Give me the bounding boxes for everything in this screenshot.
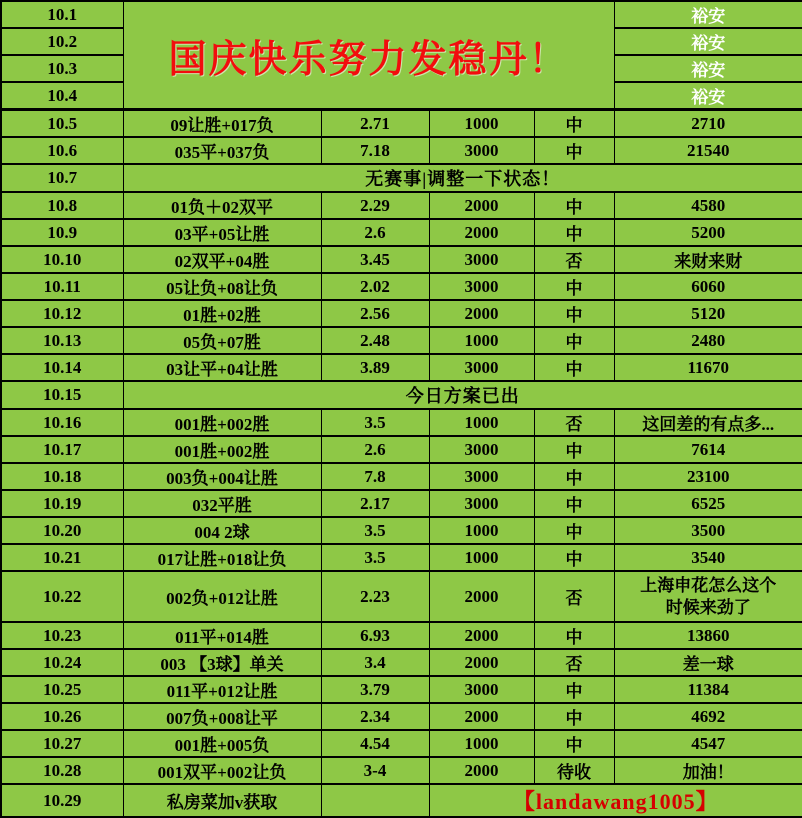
result-cell: 中	[534, 219, 614, 246]
scheme-cell: 002负+012让胜	[123, 571, 321, 622]
table-row	[1, 517, 802, 544]
table-row	[1, 676, 802, 703]
scheme-cell: 001双平+002让负	[123, 757, 321, 784]
poster-name-cell: 裕安	[614, 55, 802, 82]
table-row	[1, 490, 802, 517]
payout-cell: 5200	[614, 219, 802, 246]
date-cell: 10.5	[1, 110, 123, 138]
table-row	[1, 327, 802, 354]
scheme-cell: 017让胜+018让负	[123, 544, 321, 571]
poster-name-cell: 裕安	[614, 82, 802, 110]
date-cell: 10.16	[1, 409, 123, 436]
result-cell: 中	[534, 110, 614, 138]
odds-cell: 3.79	[321, 676, 429, 703]
scheme-cell: 05负+07胜	[123, 327, 321, 354]
date-cell: 10.7	[1, 164, 123, 192]
table-row	[1, 354, 802, 381]
poster-name-cell: 裕安	[614, 1, 802, 28]
result-cell: 否	[534, 571, 614, 622]
table-row	[1, 300, 802, 327]
stake-cell: 2000	[429, 649, 534, 676]
payout-cell: 加油！	[614, 757, 802, 784]
table-row	[1, 622, 802, 649]
scheme-cell: 01负＋02双平	[123, 192, 321, 219]
result-cell: 中	[534, 327, 614, 354]
payout-cell: 差一球	[614, 649, 802, 676]
date-cell: 10.18	[1, 463, 123, 490]
result-cell: 中	[534, 622, 614, 649]
scheme-cell: 001胜+002胜	[123, 409, 321, 436]
date-cell: 10.17	[1, 436, 123, 463]
table-body	[1, 1, 802, 817]
notice-cell: 今日方案已出	[123, 381, 802, 409]
odds-cell: 7.8	[321, 463, 429, 490]
date-cell: 10.13	[1, 327, 123, 354]
date-cell: 10.11	[1, 273, 123, 300]
odds-cell: 4.54	[321, 730, 429, 757]
odds-cell: 2.02	[321, 273, 429, 300]
stake-cell: 1000	[429, 730, 534, 757]
result-cell: 中	[534, 490, 614, 517]
payout-cell: 3540	[614, 544, 802, 571]
result-cell: 中	[534, 463, 614, 490]
holiday-banner-title: 国庆快乐努力发稳丹！	[123, 1, 614, 110]
odds-cell: 3.5	[321, 544, 429, 571]
odds-cell: 3-4	[321, 757, 429, 784]
payout-cell: 3500	[614, 517, 802, 544]
scheme-cell: 05让负+08让负	[123, 273, 321, 300]
payout-cell: 21540	[614, 137, 802, 164]
date-cell: 10.29	[1, 784, 123, 817]
odds-cell: 3.5	[321, 409, 429, 436]
date-cell: 10.22	[1, 571, 123, 622]
table-row	[1, 649, 802, 676]
table-row	[1, 703, 802, 730]
date-cell: 10.26	[1, 703, 123, 730]
result-cell: 中	[534, 544, 614, 571]
payout-cell: 2480	[614, 327, 802, 354]
table-row	[1, 544, 802, 571]
result-cell: 中	[534, 137, 614, 164]
scheme-cell: 09让胜+017负	[123, 110, 321, 138]
odds-cell: 2.23	[321, 571, 429, 622]
stake-cell: 3000	[429, 676, 534, 703]
scheme-cell: 003负+004让胜	[123, 463, 321, 490]
odds-cell: 2.6	[321, 219, 429, 246]
result-cell: 中	[534, 436, 614, 463]
stake-cell: 2000	[429, 757, 534, 784]
table-row	[1, 757, 802, 784]
table-row	[1, 409, 802, 436]
table-row	[1, 784, 802, 817]
odds-cell: 7.18	[321, 137, 429, 164]
table-row	[1, 381, 802, 409]
result-cell: 中	[534, 273, 614, 300]
result-cell: 中	[534, 676, 614, 703]
result-cell: 中	[534, 517, 614, 544]
stake-cell: 3000	[429, 273, 534, 300]
payout-cell: 4692	[614, 703, 802, 730]
stake-cell: 2000	[429, 703, 534, 730]
payout-cell: 来财来财	[614, 246, 802, 273]
stake-cell: 2000	[429, 192, 534, 219]
payout-cell: 6525	[614, 490, 802, 517]
stake-cell: 1000	[429, 544, 534, 571]
payout-cell: 4580	[614, 192, 802, 219]
date-cell: 10.20	[1, 517, 123, 544]
payout-cell: 这回差的有点多...	[614, 409, 802, 436]
poster-name-cell: 裕安	[614, 28, 802, 55]
odds-cell: 2.34	[321, 703, 429, 730]
date-cell: 10.9	[1, 219, 123, 246]
stake-cell: 1000	[429, 327, 534, 354]
stake-cell: 1000	[429, 409, 534, 436]
date-cell: 10.8	[1, 192, 123, 219]
table-row	[1, 436, 802, 463]
date-cell: 10.25	[1, 676, 123, 703]
payout-cell: 4547	[614, 730, 802, 757]
stake-cell: 2000	[429, 300, 534, 327]
odds-cell: 3.4	[321, 649, 429, 676]
payout-cell: 5120	[614, 300, 802, 327]
date-cell: 10.28	[1, 757, 123, 784]
odds-cell: 2.17	[321, 490, 429, 517]
odds-cell: 3.89	[321, 354, 429, 381]
scheme-cell: 035平+037负	[123, 137, 321, 164]
date-cell: 10.3	[1, 55, 123, 82]
odds-cell: 2.29	[321, 192, 429, 219]
scheme-cell: 01胜+02胜	[123, 300, 321, 327]
table-row	[1, 192, 802, 219]
result-cell: 中	[534, 354, 614, 381]
date-cell: 10.24	[1, 649, 123, 676]
stake-cell: 2000	[429, 622, 534, 649]
result-cell: 中	[534, 300, 614, 327]
stake-cell: 3000	[429, 354, 534, 381]
payout-cell: 7614	[614, 436, 802, 463]
date-cell: 10.6	[1, 137, 123, 164]
odds-cell: 3.5	[321, 517, 429, 544]
table-row	[1, 273, 802, 300]
date-cell: 10.21	[1, 544, 123, 571]
payout-cell: 11670	[614, 354, 802, 381]
odds-cell: 2.48	[321, 327, 429, 354]
result-cell: 中	[534, 192, 614, 219]
stake-cell: 3000	[429, 137, 534, 164]
stake-cell: 3000	[429, 246, 534, 273]
scheme-cell: 011平+014胜	[123, 622, 321, 649]
result-cell: 否	[534, 409, 614, 436]
date-cell: 10.4	[1, 82, 123, 110]
result-cell: 否	[534, 246, 614, 273]
scheme-cell: 03让平+04让胜	[123, 354, 321, 381]
date-cell: 10.27	[1, 730, 123, 757]
result-cell: 中	[534, 703, 614, 730]
stake-cell: 3000	[429, 463, 534, 490]
scheme-cell: 011平+012让胜	[123, 676, 321, 703]
date-cell: 10.12	[1, 300, 123, 327]
payout-cell: 11384	[614, 676, 802, 703]
result-cell: 待收	[534, 757, 614, 784]
date-cell: 10.15	[1, 381, 123, 409]
table-row	[1, 219, 802, 246]
payout-cell: 23100	[614, 463, 802, 490]
scheme-cell: 02双平+04胜	[123, 246, 321, 273]
notice-cell: 无赛事|调整一下状态！	[123, 164, 802, 192]
stake-cell: 3000	[429, 436, 534, 463]
scheme-cell: 004 2球	[123, 517, 321, 544]
payout-cell: 6060	[614, 273, 802, 300]
banner-row	[1, 1, 802, 28]
odds-cell: 6.93	[321, 622, 429, 649]
payout-cell: 2710	[614, 110, 802, 138]
date-cell: 10.14	[1, 354, 123, 381]
scheme-cell: 03平+05让胜	[123, 219, 321, 246]
table-row	[1, 463, 802, 490]
date-cell: 10.1	[1, 1, 123, 28]
stake-cell: 1000	[429, 110, 534, 138]
payout-cell: 上海申花怎么这个时候来劲了	[614, 571, 802, 622]
scheme-cell: 001胜+002胜	[123, 436, 321, 463]
payout-cell: 13860	[614, 622, 802, 649]
odds-cell: 2.71	[321, 110, 429, 138]
table-row	[1, 164, 802, 192]
date-cell: 10.10	[1, 246, 123, 273]
table-row	[1, 571, 802, 622]
table-row	[1, 246, 802, 273]
result-cell: 否	[534, 649, 614, 676]
table-row	[1, 110, 802, 138]
stake-cell: 2000	[429, 219, 534, 246]
odds-cell: 2.6	[321, 436, 429, 463]
scheme-cell: 001胜+005负	[123, 730, 321, 757]
date-cell: 10.23	[1, 622, 123, 649]
stake-cell: 2000	[429, 571, 534, 622]
stake-cell: 1000	[429, 517, 534, 544]
stake-cell: 3000	[429, 490, 534, 517]
footer-contact-cell: 【landawang1005】	[429, 784, 802, 817]
table-row	[1, 137, 802, 164]
scheme-cell: 007负+008让平	[123, 703, 321, 730]
result-cell: 中	[534, 730, 614, 757]
table-row	[1, 730, 802, 757]
odds-cell: 2.56	[321, 300, 429, 327]
date-cell: 10.19	[1, 490, 123, 517]
scheme-cell: 私房菜加v获取	[123, 784, 321, 817]
scheme-cell: 003 【3球】单关	[123, 649, 321, 676]
odds-cell	[321, 784, 429, 817]
date-cell: 10.2	[1, 28, 123, 55]
odds-cell: 3.45	[321, 246, 429, 273]
scheme-cell: 032平胜	[123, 490, 321, 517]
